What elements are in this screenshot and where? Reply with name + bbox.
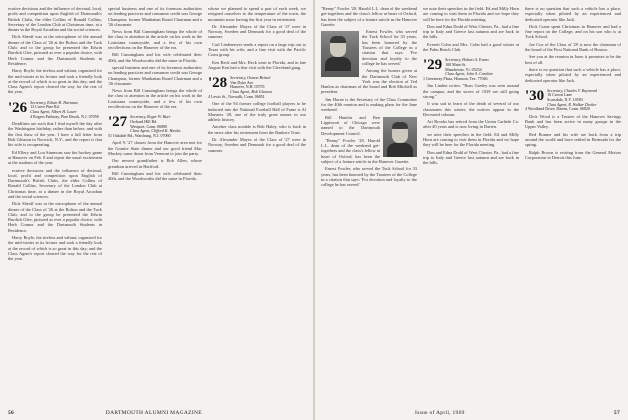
page-number: 56: [8, 410, 15, 416]
paragraph: See you at the reunion in June; it promises to be the best of all.: [525, 54, 621, 65]
paragraph: Bill Hamlin and Ben Lippincott of Chicago were named to the Dartmouth Development Council.: [321, 114, 380, 136]
portrait-photo: [321, 31, 359, 77]
portrait-photo: [383, 117, 417, 157]
left-column-2: [108, 6, 202, 404]
class-section-heading: [208, 76, 306, 99]
paragraph: ecutive decisions and the influence of decimal, local, profit and competition upon English of Dartmouth's British Clubs, the elder Collins of Ronald Collins, Secretary of the London Club at Christmas time, at a dinner in the Royal Arcadian and the social sciences.: [8, 167, 102, 199]
agent-line: Class Agent, John S. Caroline: [445, 71, 494, 77]
right-column-2: [423, 6, 519, 404]
paragraph: Ed Ellery and Lou Simmons saw the hockey game at Hanover on Feb. 8 and report the usual excitement at the stadium of the year.: [8, 149, 102, 166]
secretary-line: Secretary, Hobart A. Evans: [445, 57, 489, 63]
address-line: Orchard Hill Rd.: [130, 118, 158, 124]
agent-line: Class Agent, Albert H. Louer: [30, 108, 77, 114]
paragraph: Dr. Alexander Mayes of the Class of '27 were in Norway, Sweden and Denmark for a good deal of the summer.: [208, 23, 306, 40]
address-line: Hanover, N.H. 03755: [230, 84, 265, 90]
paragraph: whose we planned to spend a part of each week, we resigned ourselves to the temperature of the town, the mountain snow having the first year in retirement.: [208, 6, 306, 22]
left-footer: [8, 410, 202, 417]
paragraph: April 9: '27 classes from the Hanover area met for the Granite State dinner and our good friend Mac Mackey came down from Vermont to join the party.: [108, 140, 202, 156]
paragraph: Everett Cohn and Mrs. Cohn had a good winter at the Palm Beach Club.: [423, 41, 519, 53]
paragraph: Our newest grandfather is Bob Allen, whose grandson arrived in Hartford.: [108, 158, 202, 169]
paragraph: Dick Sheaff was at the microphone of the annual dinner of the Class of '26 at the Bolton and the Tuck Club; and to the group he presented the Edwin Burdick Glee, pictured as ever a popular choice, with Herb Connor and the Dartmouth Students in Residence.: [8, 34, 102, 66]
agent-line: Class Agent, Clifford K. Hawks: [130, 128, 181, 134]
paragraph: Red Bonner and his wife are back from a trip around the world and have settled in Bermuda for the spring.: [525, 131, 621, 148]
paragraph: Among the honors given at the Dartmouth Club of New York was the election of Ted Hanlon as chairman of the board and Bob Mitchell as president.: [321, 68, 417, 95]
address-line: Van Dyke Ave.: [230, 79, 255, 85]
paragraph: Don and Edna Dodd of West Chester, Pa., had a fine trip to Italy and Greece last autumn and are back in the hills.: [423, 149, 519, 166]
address-line: 4 Lewis St., Norwalk, Conn. 06851: [208, 93, 265, 99]
paragraph: special business and one of its foremost authorities on lending practices and consumer credit was George Champion, former Manhattan Board Chairman and a '26 classmate.: [108, 6, 202, 27]
paragraph: Dick Wood is a Trustee of the Hanover Savings Bank and has been active in many groups in the Upper Valley.: [525, 113, 621, 130]
magazine-title: DARTMOUTH ALUMNI MAGAZINE: [105, 410, 202, 416]
address-line: 100 Main St.: [445, 61, 466, 67]
secretary-line: Secretary, Osmon Bristol: [230, 75, 271, 81]
paragraph: One of the 94 former college football players to be inducted into the National Football Hall of Fame is Al Marsters '28, one of the truly great names in our athletic history.: [208, 101, 306, 123]
address-line: 1 Greenway Plaza, Houston, Tex. 77046: [423, 75, 488, 81]
class-year: '26: [8, 99, 28, 116]
paragraph: Bill Cunningham and his wife celebrated their 40th, and the Woodworths did the same in Florida.: [108, 170, 202, 182]
paragraph: Another class notable is Bob Haley, who is back in the news after his retirement from the Bankers Trust.: [208, 124, 306, 135]
paragraph: Deadlines are such that I find myself the day after the Washington birthday, rather than before, and with the first thaw of the year. I have a full letter from Bob Gleason in Norwich, N.Y., and the report is that his wife is recuperating.: [8, 121, 102, 148]
issue-date: Issue of April, 1969: [415, 410, 465, 416]
address-line: 4 Rogers Pathway, Pine Brook, N.J. 07058: [30, 113, 99, 119]
page-number: 57: [613, 410, 620, 416]
paragraph: Jim Linden writes: "Russ Goeley was seen around the campus; and the stores of 1929 are still going strong.": [423, 83, 519, 99]
class-section-heading: [108, 115, 202, 138]
paragraph: News from Bill Cunningham brings the whole of the class to attention in the article on his work in the Louisiana countryside, and a few of his own recollections on the Hanover of the era.: [108, 88, 202, 110]
secretary-line: Secretary, Edwin H. Hartman: [30, 99, 78, 105]
class-section-heading: [8, 101, 102, 119]
paragraph: Art Brooks has retired from the Union Carbide Co. after 40 years and is now living in Darien.: [423, 119, 519, 130]
right-footer: [415, 410, 620, 417]
paragraph: ecutive decisions and the influence of decimal, local, profit and competition upon English of Dartmouth's British Clubs, the elder Collins of Ronald Collins, Secretary of the London Club at Christmas time, at a dinner in the Royal Arcadian and the social sciences.: [8, 6, 102, 33]
right-page: [315, 0, 628, 420]
paragraph: there is no question that such a vehicle has a place, especially when piloted by an experienced and dedicated operator like Jack.: [525, 6, 621, 22]
class-year: '28: [208, 75, 228, 92]
paragraph: Ken Beck and Mrs. Beck went to Florida, and in late August Ken had a fine visit with the Cleveland gang.: [208, 59, 306, 70]
agent-line: Class Agent, R. Walker Decker: [547, 101, 597, 107]
paragraph: Dr. Alexander Mayes of the Class of '27 were in Norway, Sweden and Denmark for a good deal of the summer.: [208, 137, 306, 153]
left-column-1: [8, 6, 102, 404]
left-page: [0, 0, 313, 420]
class-year: '27: [108, 114, 128, 131]
paragraph: Ralph Brown is retiring from the General Motors Corporation in Detroit this June.: [525, 149, 621, 160]
paragraph: Don and Edna Dodd of West Chester, Pa., had a fine trip to Italy and Greece last autumn and are back in the hills.: [423, 23, 519, 40]
paragraph: "Benny" Fowler '28, Harold L.L. dean of the weekend get-togethers and the class's fellow at heart of Oxford, has been the subject of a feature article in the Hanover Gazette.: [321, 137, 410, 165]
paragraph: special business and one of its foremost authorities on lending practices and consumer credit was George Champion, former Manhattan Board Chairman and a '26 classmate.: [108, 64, 202, 86]
paragraph: Jim Horne is the Secretary of the Class Committee for the 40th reunion and is making plans for the June weekend.: [321, 96, 417, 113]
paragraph: "Benny" Fowler '28, Harold L.L. dean of the weekend get-togethers and the class's fellow at heart of Oxford, has been the subject of a feature article in the Hanover Gazette.: [321, 6, 417, 27]
secretary-line: Secretary, Charles V. Raymond: [547, 87, 597, 93]
paragraph: Dick Crane spent Christmas in Hanover and had a fine report on the College, and on his son who is at Tuck School.: [525, 23, 621, 40]
class-year: '29: [423, 57, 443, 74]
address-line: 16 Crown Lane: [547, 92, 573, 98]
address-line: Westport, Conn. 06880: [130, 123, 168, 129]
right-column-1: [321, 6, 417, 404]
address-line: 4 Woodland Drive, Darien, Conn. 06820: [525, 106, 590, 112]
secretary-line: Secretary, Roger W. Burr: [130, 114, 171, 120]
paragraph: Ernest Fowler, who served the Tuck School for 33 years, has been honored by the Trustees of the College in a citation that says: 'For devotion and loyalty to the college he has served.': [321, 166, 417, 188]
address-line: 13 Curve Pine Rd.: [30, 104, 60, 110]
right-column-3: [525, 6, 621, 404]
paragraph: Harry Boyle, the tireless and valiant, organized for the mid-winter at its lecture and took a friendly look at the record of which is so great in this day; and the Class Agent's report cleared the way for the rest of the year.: [8, 68, 102, 95]
paragraph: Dick Sheaff was at the microphone of the annual dinner of the Class of '26 at the Bolton and the Tuck Club; and to the group he presented the Edwin Burdick Glee, pictured as ever a popular choice, with Herb Connor and the Dartmouth Students in Residence.: [8, 201, 102, 233]
address-line: Manchester, Vt. 05254: [445, 66, 482, 72]
class-section-heading: [423, 58, 519, 81]
paragraph: there is no question that such a vehicle has a place, especially when piloted by an experienced and dedicated operator like Jack.: [525, 66, 621, 83]
address-line: Scarsdale, N.Y. 10583: [547, 97, 583, 103]
paragraph: Ernest Fowler, who served the Tuck School for 33 years, has been honored by the Trustees of the College in a citation that says: 'For devotion and loyalty to the college he has served.': [362, 29, 417, 66]
paragraph: Joe Cox of the Class of '29 is now the chairman of the board of the First National Bank of Boston.: [525, 41, 621, 53]
paragraph: News from Bill Cunningham brings the whole of the class to attention in the article on his work in the Louisiana countryside, and a few of his own recollections on the Hanover of the era.: [108, 29, 202, 51]
agent-line: Class Agent, Bob Gleason: [230, 89, 273, 95]
left-column-3: [208, 6, 306, 404]
class-section-heading: [525, 89, 621, 112]
paragraph: Bill Cunningham and his wife celebrated their 40th, and the Woodworths did the same in Florida.: [108, 52, 202, 63]
paragraph: we note their speeches in the field. Ed and Milly Horn are coming to visit them in Florida and we hope they will be here for the Florida meeting.: [423, 6, 519, 22]
paragraph: It was sad to learn of the death of several of our classmates this winter; the notices appear in the Deceased column.: [423, 101, 519, 117]
paragraph: Harry Boyle, the tireless and valiant, organized for the mid-winter at its lecture and took a friendly look at the record of which is so great in this day; and the Class Agent's report cleared the way for the rest of the year.: [8, 235, 102, 262]
class-year: '30: [525, 87, 545, 104]
paragraph: we note their speeches in the field. Ed and Milly Horn are coming to visit them in Florida and we hope they will be here for the Florida meeting.: [423, 131, 519, 148]
paragraph: Carl Lindemeyer sends a report on a large trip out to Texas with his wife, and a fine visit with the Pacific Coast group.: [208, 41, 306, 58]
address-line: 51 Oakdale Rd., Watchung, N.J. 07060: [108, 132, 171, 138]
